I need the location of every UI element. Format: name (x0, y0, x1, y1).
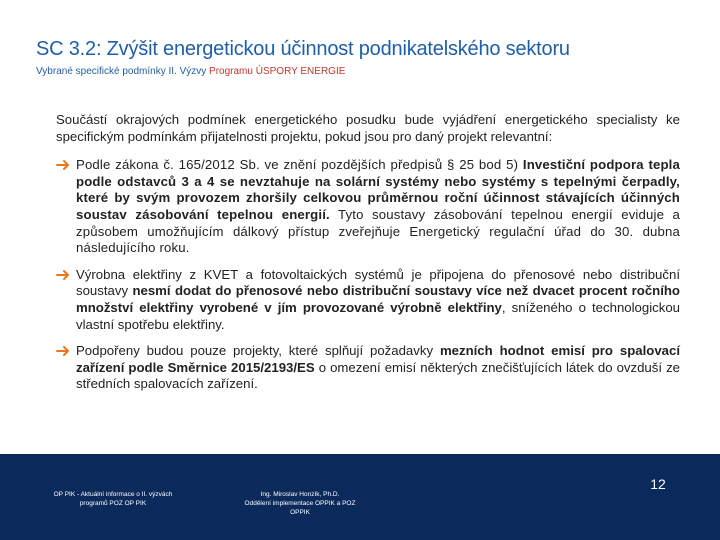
bullet-text (76, 267, 680, 333)
footer-left-line: programů POZ OP PIK (79, 500, 147, 507)
footer-author-department: Oddělení implementace OPPIK a POZ (244, 500, 356, 507)
bullet-text-emphasis: nesmí dodat do přenosové nebo distribuční soustavy více než dvacet procent ročního množství elektřiny vyrobené v jím provozované výrobně elektřiny (76, 283, 680, 315)
page-subtitle (36, 66, 345, 77)
footer-author-info (225, 490, 375, 517)
arrow-right-icon (56, 268, 72, 282)
bullet-text-part: o omezení emisí některých znečišťujících látek do ovzduší ze středních spalovacích zařízení. (76, 359, 680, 392)
footer-author-program: OPPIK (290, 509, 310, 516)
list-item (56, 343, 680, 393)
bullet-text-part: , sníženého o technologickou vlastní spotřebu elektřiny. (76, 299, 680, 332)
bullet-text-part: Podle zákona č. 165/2012 Sb. ve znění pozdějších předpisů § 25 bod 5) (76, 157, 523, 173)
footer-author-name: Ing. Miroslav Honzík, Ph.D. (260, 491, 340, 498)
bullet-text (76, 343, 680, 393)
bullet-text-part: Výrobna elektřiny z KVET a fotovoltaických systémů je připojena do přenosové nebo distribuční soustavy (76, 266, 680, 299)
intro-paragraph: Součástí okrajových podmínek energetického posudku bude vyjádření energetického specialisty ke specifickým podmínkám přijatelnosti projektu, pokud jsou pro daný projekt relevantní: (56, 112, 680, 144)
footer (0, 454, 720, 540)
bullet-text (76, 157, 680, 257)
bullet-text-part: Podpořeny budou pouze projekty, které splňují požadavky (76, 343, 440, 359)
list-item (56, 267, 680, 333)
footer-presentation-info (28, 490, 198, 508)
bullet-text-part: Tyto soustavy zásobování tepelnou energií eviduje a způsobem umožňujícím dálkový přístup zveřejňuje Energetický regulační úřad do 30. dubna následujícího roku. (76, 206, 680, 256)
bullet-text-emphasis: mezních hodnot emisí pro spalovací zařízení podle Směrnice 2015/2193/ES (76, 343, 680, 375)
footer-left-line: OP PIK - Aktuální informace o II. výzvách (53, 491, 173, 498)
list-item (56, 157, 680, 257)
arrow-right-icon (56, 158, 72, 172)
main-content (56, 112, 680, 403)
page-number: 12 (650, 476, 666, 492)
page-title: SC 3.2: Zvýšit energetickou účinnost podnikatelského sektoru (36, 38, 570, 60)
subtitle-text: Vybrané specifické podmínky II. Výzvy (36, 66, 210, 77)
arrow-right-icon (56, 344, 72, 358)
subtitle-program-name: Programu ÚSPORY ENERGIE (209, 66, 346, 77)
bullet-text-emphasis: Investiční podpora tepla podle odstavců 3 a 4 se nevztahuje na solární systémy nebo systémy s tepelnými čerpadly, které by svým provozem zhoršily celkovou průměrnou roční účinnost stávajících účinných soustav zásobování tepelnou energií. (76, 157, 680, 222)
